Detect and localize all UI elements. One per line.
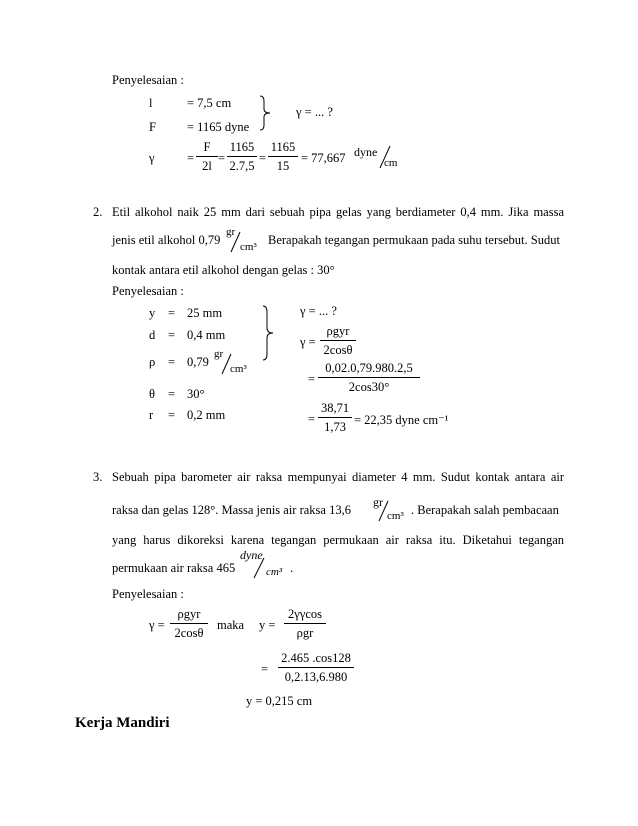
eq-rho-2: =	[168, 355, 176, 369]
var-y-2: y	[149, 306, 156, 320]
frac-den: ρgr	[296, 625, 314, 640]
result-1: = 77,667	[301, 151, 346, 165]
fraction-rhogyr-2costheta-3	[170, 608, 208, 639]
val-d-2: 0,4 mm	[187, 328, 226, 342]
val-r-2: 0,2 mm	[187, 408, 226, 422]
frac-den: 2cosθ	[174, 625, 204, 640]
fraction-1165-15	[268, 141, 298, 172]
equals-2b: =	[308, 372, 316, 386]
solution-label-3: Penyelesaian :	[112, 587, 184, 601]
ask-gamma-1: γ = ... ?	[296, 105, 333, 119]
val-F: = 1165 dyne	[187, 120, 250, 134]
problem-3-line-4b: .	[290, 561, 294, 575]
frac-den: 15	[276, 158, 290, 173]
ask-gamma-2: γ = ... ?	[300, 304, 337, 318]
fraction-1165-27,5	[227, 141, 257, 172]
var-d-2: d	[149, 328, 156, 342]
unit-dyne-per-cm	[354, 140, 404, 174]
frac-num: 1165	[227, 141, 257, 157]
var-gamma-1: γ	[149, 151, 155, 165]
fraction-2gammacos-rhogr	[284, 608, 326, 639]
solution-label-1: Penyelesaian :	[112, 73, 184, 87]
equals-3c: =	[261, 662, 269, 676]
var-theta-2: θ	[149, 387, 155, 401]
frac-den: 1,73	[324, 419, 346, 434]
maka-text: maka	[217, 618, 245, 632]
unit-den: cm	[384, 157, 398, 169]
eq-theta-2: =	[168, 387, 176, 401]
frac-num: 38,71	[318, 402, 352, 418]
frac-num: 1165	[268, 141, 298, 157]
gamma-eq-3: γ =	[149, 618, 165, 632]
problem-3-line-2b: . Berapakah salah pembacaan	[411, 503, 559, 517]
unit-num: gr	[214, 348, 224, 360]
brace-2	[261, 305, 277, 361]
unit-num: gr	[373, 495, 383, 509]
fraction-F-2l	[196, 141, 218, 172]
equals-2c: =	[308, 412, 316, 426]
section-heading-kerja-mandiri: Kerja Mandiri	[75, 715, 170, 731]
var-l: l	[149, 96, 153, 110]
frac-den: 2.7,5	[229, 158, 255, 173]
problem-number-2: 2.	[93, 205, 103, 219]
equals-1c: =	[259, 151, 267, 165]
frac-num: 0,02.0,79.980.2,5	[318, 362, 420, 378]
equals-1a: =	[187, 151, 195, 165]
val-l: = 7,5 cm	[187, 96, 232, 110]
val-rho-2: 0,79	[187, 355, 209, 369]
var-r-2: r	[149, 408, 154, 422]
problem-3-line-2a: raksa dan gelas 128°. Massa jenis air raksa 13,6	[112, 503, 351, 517]
unit-den: cm³	[266, 566, 283, 578]
unit-gr-per-cm3-a	[226, 222, 266, 256]
final-answer-3: y = 0,215 cm	[246, 694, 313, 708]
gamma-eq-2: γ =	[300, 335, 316, 349]
fraction-numeric-3	[278, 652, 354, 683]
unit-dyne-per-cm3	[240, 546, 290, 582]
eq-d-2: =	[168, 328, 176, 342]
fraction-rhogyr-2costheta	[320, 325, 356, 356]
unit-den: cm³	[230, 363, 247, 375]
unit-den: cm³	[387, 510, 404, 522]
problem-2-line-3: kontak antara etil alkohol dengan gelas : 30°	[112, 263, 335, 277]
equals-1b: =	[218, 151, 226, 165]
result-2: = 22,35 dyne cm⁻¹	[354, 413, 449, 427]
problem-3-line-4a: permukaan air raksa 465	[112, 561, 236, 575]
frac-num: F	[196, 141, 218, 157]
eq-r-2: =	[168, 408, 176, 422]
val-theta-2: 30°	[187, 387, 205, 401]
problem-3-line-1: Sebuah pipa barometer air raksa mempunyai diameter 4 mm. Sudut kontak antara air	[112, 470, 564, 484]
unit-den: cm³	[240, 241, 257, 253]
problem-2-line-1: Etil alkohol naik 25 mm dari sebuah pipa gelas yang berdiameter 0,4 mm. Jika massa	[112, 205, 564, 219]
fraction-3871-173	[318, 402, 352, 433]
y-eq-3: y =	[259, 618, 276, 632]
unit-gr-per-cm3-c	[373, 491, 413, 525]
problem-2-line-2a: jenis etil alkohol 0,79	[112, 233, 221, 247]
var-F: F	[149, 120, 156, 134]
frac-num: 2γγcos	[284, 608, 326, 624]
problem-number-3: 3.	[93, 470, 103, 484]
problem-2-line-2b: Berapakah tegangan permukaan pada suhu tersebut. Sudut	[268, 233, 560, 247]
brace-1	[258, 95, 274, 131]
fraction-numeric-2	[318, 362, 420, 393]
frac-num: ρgyr	[320, 325, 356, 341]
frac-den: 2l	[202, 158, 212, 173]
frac-den: 2cosθ	[323, 342, 353, 357]
unit-num: dyne	[354, 145, 378, 159]
unit-num: dyne	[240, 548, 263, 562]
unit-num: gr	[226, 226, 236, 238]
problem-3-line-3: yang harus dikoreksi karena tegangan permukaan air raksa itu. Diketahui tegangan	[112, 533, 564, 547]
var-rho-2: ρ	[149, 355, 156, 369]
solution-label-2: Penyelesaian :	[112, 284, 184, 298]
frac-den: 2cos30°	[348, 379, 390, 394]
frac-num: 2.465 .cos128	[278, 652, 354, 668]
frac-num: ρgyr	[170, 608, 208, 624]
frac-den: 0,2.13,6.980	[284, 669, 348, 684]
eq-y-2: =	[168, 306, 176, 320]
unit-gr-per-cm3-b	[214, 344, 254, 378]
val-y-2: 25 mm	[187, 306, 223, 320]
